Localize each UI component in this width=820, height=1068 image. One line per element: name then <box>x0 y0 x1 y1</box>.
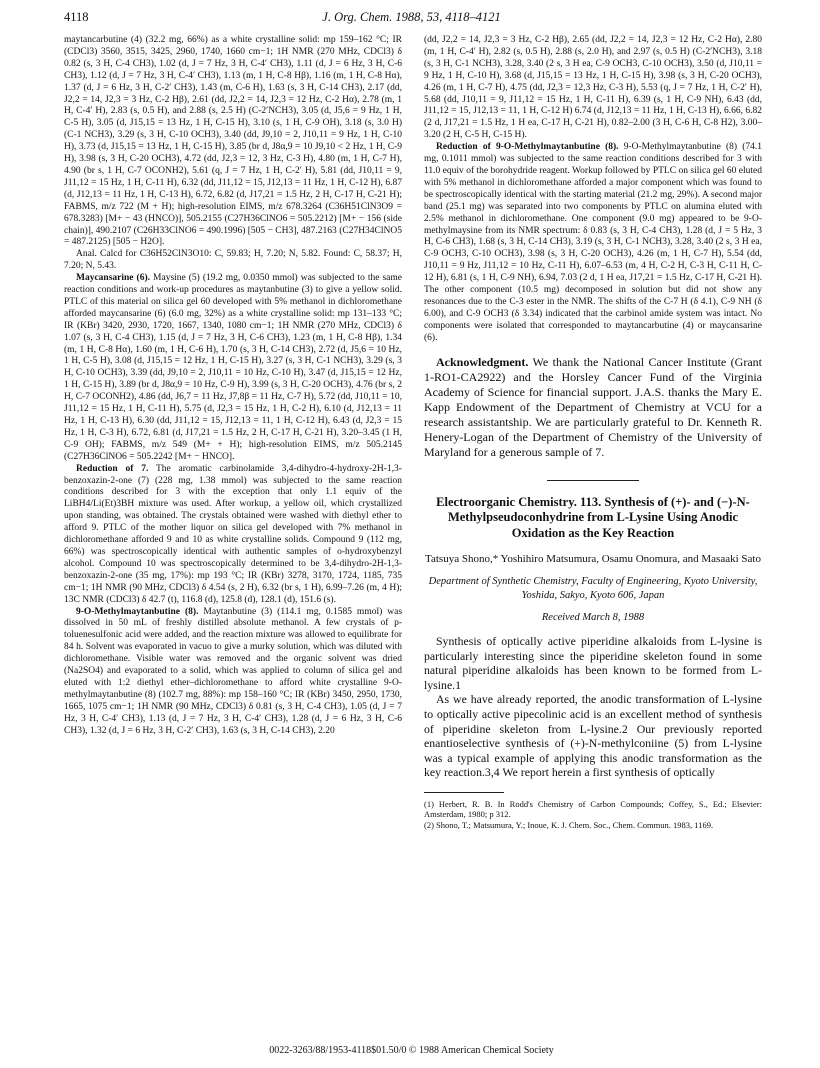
body-reduction-7: The aromatic carbinolamide 3,4-dihydro-4-hydroxy-2H-1,3-benzoxazin-2-one (7) (228 mg, 1.38 mmol) was subjected to the same reaction conditions described for 3 with the exception that only 1.1 equiv of the LiBH4/Li(Et)3BH mixture was used. After workup, a yellow oil, which crystallized upon standing, was obtained. The crystals obtained were washed with diethyl ether to afford 9. PTLC of the mother liquor on silica gel developed with 7% methanol in dichloromethane afforded 9 and 10 as white crystalline solids. Compound 9 (112 mg, 66%) was spectroscopically identical with authentic samples of o-hydroxybenzyl alcohol. Compound 10 was spectroscopically determined to be 3,4-dihydro-2H-1,3-benzoxazin-2-one (35 mg, 17%): mp 193 °C; IR (KBr) 3278, 3170, 1724, 1185, 735 cm−1; 1H NMR (90 MHz, CDCl3) δ 4.54 (s, 2 H), 6.32 (br s, 1 H), 6.99–7.26 (m, 4 H); 13C NMR (CDCl3) δ 42.7 (t), 116.8 (d), 125.8 (d), 128.1 (d), 151.6 (s). <box>64 463 402 605</box>
paragraph-methylmaytanbutine <box>64 607 402 738</box>
paragraph-elemental-analysis: Anal. Calcd for C36H52ClN3O10: C, 59.83; H, 7.20; N, 5.82. Found: C, 58.37; H, 7.20; N, 5.43. <box>64 249 402 272</box>
body-methylmaytanbutine: Maytanbutine (3) (114.1 mg, 0.1585 mmol) was dissolved in 50 mL of freshly distilled absolute methanol. A few crystals of p-toluenesulfonic acid were added, and the reaction mixture was allowed to equilibrate for 84 h. Solvent was evaporated in vacuo to give a murky solution, which was diluted with dichloromethane. Visible water was removed and the organic solvent was dried (Na2SO4) and evaporated to a solid, which was applied to column of silica gel and eluted with 1:2 diethyl ether–dichloromethane to afford white crystalline 9-O-methylmaytanbutine (8) (102.7 mg, 88%): mp 158–160 °C; IR (KBr) 3450, 2950, 1730, 1665, 1075 cm−1; 1H NMR (90 MHz, CDCl3) δ 0.81 (s, 3 H, C-4 CH3), 1.05 (d, J = 7 Hz, 3 H, C-4′ CH3), 1.13 (d, J = 7 Hz, 3 H, C-4′ CH3), 1.28 (d, J = 6 Hz, 3 H, C-6 CH3), 1.32 (d, J = 6 Hz, 3 H, C-2′ CH3), 1.63 (s, 3 H, C-14 CH3), 2.20 <box>64 606 402 736</box>
body-acknowledgment: We thank the National Cancer Institute (Grant 1-RO1-CA2922) and the Horsley Cancer Fund of the Virginia Academy of Science for financial support. J.A.S. thanks the Mary E. Kapp Endowment of the Department of Chemistry at VCU for a research assistantship. We are particularly grateful to Dr. Kenneth R. Henery-Logan of the Department of Chemistry of the University of Maryland for a generous sample of 7. <box>424 354 762 459</box>
body-reduction-8: 9-O-Methylmaytanbutine (8) (74.1 mg, 0.1011 mmol) was subjected to the same reaction conditions described for 3 with 11.0 equiv of the borohydride reagent. Workup followed by PTLC on silica gel 60 eluted with 5% methanol in dichloromethane afforded a major component which was found to be spectroscopically identical with the starting material (21.2 mg, 29%). A second major band (25.1 mg) was separated into two components by PTLC on alumina eluted with 2.5% methanol in dichloromethane. One component (9.0 mg) appeared to be 9-O-methylmaysine from its NMR spectrum: δ 0.83 (s, 3 H, C-4 CH3), 1.28 (d, J = 5 Hz, 3 H, C-6 CH3), 1.68 (s, 3 H, C-14 CH3), 3.19 (s, 3 H, C-1 NCH3), 3.28, 3.40 (2 s, 3 H ea, C-9 OCH3, C-10 OCH3), 3.98 (s, 3 H, C-20 OCH3), 4.26 (m, 1 H, C-7 H), 5.54 (dd, J10,11 = 9 Hz, J11,12 = 10 Hz, C-11 H), 6.07–6.53 (m, 4 H, C-2 H, C-3 H, C-11 H, C-12 H), 6.81 (s, 1 H, C-9 NH), 6.94, 7.03 (2 d, 1 H ea, J17,21 = 1.5 Hz, C-17 H, C-21 H). The other component (10.5 mg) decomposed in solution but did not show any resonances due to the C-3 ester in the NMR. The shifts of the C-7 H (δ 4.1), C-9 NH (δ 6.00), and C-9 OCH3 (δ 3.34) indicated that the carbinol amide system was intact. No components were isolated that corresponded to maytancarbutine (4) or maycansarine (6). <box>424 142 762 343</box>
intro-paragraph-1: Synthesis of optically active piperidine alkaloids from L-lysine is particularly interesting since the piperidine skeleton found in some natural piperidine alkaloids has been known to be formed from L-lysine.1 <box>424 633 762 692</box>
page-footer: 0022-3263/88/1953-4118$01.50/0 © 1988 American Chemical Society <box>269 1045 554 1056</box>
paragraph-acknowledgment <box>424 355 762 460</box>
author-affiliation: Department of Synthetic Chemistry, Faculty of Engineering, Kyoto University, Yoshida, Sakyo, Kyoto 606, Japan <box>428 576 758 601</box>
footnote-1: (1) Herbert, R. B. In Rodd's Chemistry of Carbon Compounds; Coffey, S., Ed.; Elsevier: Amsterdam, 1980; p 312. <box>424 798 762 820</box>
heading-methylmaytanbutine: 9-O-Methylmaytanbutine (8). <box>76 606 199 617</box>
footnote-2: (2) Shono, T.; Matsumura, Y.; Inoue, K. J. Chem. Soc., Chem. Commun. 1983, 1169. <box>424 819 714 830</box>
article-separator-rule <box>547 480 639 481</box>
page-number: 4118 <box>64 10 89 24</box>
heading-maycansarine: Maycansarine (6). <box>76 273 150 284</box>
article-authors: Tatsuya Shono,* Yoshihiro Matsumura, Osamu Onomura, and Masaaki Sato <box>425 553 761 566</box>
journal-citation: J. Org. Chem. 1988, 53, 4118–4121 <box>322 10 501 24</box>
footnote-rule <box>424 792 504 793</box>
heading-acknowledgment: Acknowledgment. <box>436 354 529 369</box>
received-date: Received March 8, 1988 <box>541 612 645 624</box>
paragraph-reduction-8 <box>424 142 762 344</box>
paragraph-methylmaytanbutine-continued: (dd, J2,2 = 14, J2,3 = 3 Hz, C-2 Hβ), 2.65 (dd, J2,2 = 14, J2,3 = 12 Hz, C-2 Hα), 2.80 (m, 1 H, C-4′ H), 2.82 (s, 0.5 H), 2.88 (s, 2.0 H), and 2.97 (s, 0.5 H) (C-2′NCH3), 3.18 (s, 3 H, C-1 NCH3), 3.28, 3.40 (2 s, 3 H ea, C-9 OCH3, C-10 OCH3), 3.50 (d, J10,11 = 9 Hz, 1 H, C-10 H), 3.68 (d, J15,15 = 13 Hz, 1 H, C-15 H), 3.98 (s, 3 H, C-20 OCH3), 4.26 (m, 1 H, C-7 H), 4.75 (dd, J2,3 = 12,3 Hz, C-3 H), 5.53 (q, J = 7 Hz, 1 H, C-2′ H), 5.68 (dd, J10,11 = 9, J11,12 = 15 Hz, 1 H, C-11 H), 6.39 (s, 1 H, C-9 NH), 6.43 (dd, J11,12 = 15, J12,13 = 11, 1 H, C-12 H) 6.74 (d, J12,13 = 11 Hz, 1 H, C-13 H), 6.66, 6.82 (2 d, J17,21 = 1.5 Hz, 1 H ea, C-17 H, C-21 H), 0.82–2.00 (3 H, C-6 H, C-8 H2), 3.00–3.20 (2 H, C-5 H, C-15 H). <box>424 35 762 141</box>
page-header <box>64 10 759 26</box>
right-column <box>424 35 762 1035</box>
paragraph-maycansarine <box>64 273 402 464</box>
article-title: Electroorganic Chemistry. 113. Synthesis of (+)- and (−)-N-Methylpseudoconhydrine from L-Lysine Using Anodic Oxidation as the Key Reaction <box>436 494 750 540</box>
heading-reduction-8: Reduction of 9-O-Methylmaytanbutine (8). <box>436 142 619 153</box>
left-column <box>64 35 402 1030</box>
paragraph-maytancarbutine-continued: maytancarbutine (4) (32.2 mg, 66%) as a white crystalline solid: mp 159–162 °C; IR (CDCl3) 3560, 3515, 3425, 2960, 1740, 1660 cm−1; 1H NMR (270 MHz, CDCl3) δ 0.82 (s, 3 H, C-4 CH3), 1.02 (d, J = 7 Hz, 3 H, C-4′ CH3), 1.11 (d, J = 6 Hz, 3 H, C-6 CH3), 1.12 (d, J = 7 Hz, 3 H, C-4′ CH3), 1.13 (m, 1 H, C-8 Hβ), 1.16 (m, 1 H, C-8 Hα), 1.37 (d, J = 6 Hz, 3 H, C-2′ CH3), 1.43 (m, C-6 H), 1.63 (s, 3 H, C-14 CH3), 2.17 (dd, J2,2 = 14, J2,3 = 3 Hz, C-2 Hβ), 2.61 (dd, J2,2 = 14, J2,3 = 12 Hz, C-2 Hα), 2.78 (m, 1 H, C-4′ H), 2.83 (s, 0.5 H), and 2.88 (s, 2.5 H) (C-2′NCH3), 3.05 (d, J5,6 = 9 Hz, 1 H, C-5 H), 3.05 (d, J15,15 = 13 Hz, 1 H, C-15 H), 3.10 (s, 1 H, C-9 OH), 3.18 (s, 3.0 H) (C-1 NCH3), 3.29 (s, 3 H, C-10 OCH3), 3.40 (dd, J9,10 = 2, J10,11 = 9 Hz, 1 H, C-10 H), 3.73 (d, J15,15 = 13 Hz, 1 H, C-15 H), 3.85 (br d, J8α,9 = 10 J9,10 < 2 Hz, 1 H, C-9 H), 3.98 (s, 3 H, C-20 OCH3), 4.72 (dd, J2,3 = 12, 3 Hz, C-3 H), 4.80 (m, 1 H, C-7 H), 4.90 (br s, 1 H, C-7 OCONH2), 5.61 (q, J = 7 Hz, 1 H, C-2′ H), 5.81 (dd, J10,11 = 9, J11,12 = 15 Hz, 1 H, C-11 H), 6.32 (dd, J11,12 = 15, J12,13 = 11 Hz, 1 H, C-12 H), 6.87 (d, J12,13 = 11 Hz, 1 H, C-13 H), 6.72, 6.82 (d, J17,21 = 1.5 Hz, 2 H, C-17 H, C-21 H); FABMS, m/z 722 (M + H); high-resolution EIMS, m/z 678.3264 (C36H51ClN3O9 = 678.3283) [M+ − 43 (HNCO)], 505.2155 (C27H36ClNO6 = 505.2212) [M+ − 156 (side chain)], 490.2107 (C26H33ClNO6 = 490.1996) [505 − CH3], 487.2163 (C27H34ClNO5 = 487.2125) [505 − H2O]. <box>64 35 402 248</box>
body-maycansarine: Maysine (5) (19.2 mg, 0.0350 mmol) was subjected to the same reaction conditions and work-up procedures as maytanbutine (3) to give a yellow solid. PTLC of this material on silica gel 60 developed with 5% methanol in dichloromethane afforded maycansarine (6) (6.0 mg, 32%) as a white crystalline solid: mp 131–133 °C; IR (KBr) 3420, 2930, 1720, 1667, 1340, 1080 cm−1; 1H NMR (270 MHz, CDCl3) δ 1.07 (s, 3 H, C-4 CH3), 1.15 (d, J = 7 Hz, 3 H, C-6 CH3), 1.23 (m, 1 H, C-8 Hβ), 1.34 (m, 1 H, C-8 Hα), 1.60 (m, 1 H, C-6 H), 1.70 (s, 3 H, C-14 CH3), 2.72 (d, J5,6 = 10 Hz, 1 H, C-5 H), 3.08 (d, J15,15 = 12 Hz, 1 H, C-15 H), 3.27 (s, 3 H, C-1 NCH3), 3.29 (s, 3 H, C-10 OCH3), 3.39 (dd, J9,10 = 2, J10,11 = 10 Hz, C-10 H), 3.47 (d, J15,15 = 12 Hz, 1 H, C-15 H), 3.89 (br d, J8α,9 = 10 Hz, C-9 H), 3.99 (s, 3 H, C-20 OCH3), 4.76 (br s, 2 H, C-7 OCONH2), 4.86 (dd, J6,7 = 11 Hz, J7,8β = 11 Hz, C-7 H), 5.72 (dd, J10,11 = 10, J11,12 = 15 Hz, 1 H, C-11 H), 5.75 (d, J2,3 = 15 Hz, 1 H, C-2 H), 6.10 (d, J12,13 = 11 Hz, 1 H, C-13 H), 6.30 (dd, J11,12 = 15, J12,13 = 11, 1 H, C-12 H), 6.43 (d, J2,3 = 15 Hz, 1 H, C-3 H), 6.72, 6.81 (d, J17,21 = 1.5 Hz, 2 H, C-17 H, C-21 H), 3.20–3.45 (1 H, C-9 OH); FABMS, m/z 549 (M+ + H); high-resolution EIMS, m/z 505.2145 (C27H36ClNO6 = 505.2242 [M+ − HNCO]. <box>64 273 402 462</box>
paragraph-reduction-7 <box>64 464 402 607</box>
heading-reduction-7: Reduction of 7. <box>76 463 149 474</box>
intro-paragraph-2: As we have already reported, the anodic transformation of L-lysine to optically active pipecolinic acid is an excellent method of synthesis of piperidine skeleton from L-lysine.2 Our previously reported enantioselective synthesis of (+)-N-methylconiine (5) from L-lysine was a typical example of applying this anodic transformation as the key reaction.3,4 We report herein a first synthesis of optically <box>424 692 762 780</box>
